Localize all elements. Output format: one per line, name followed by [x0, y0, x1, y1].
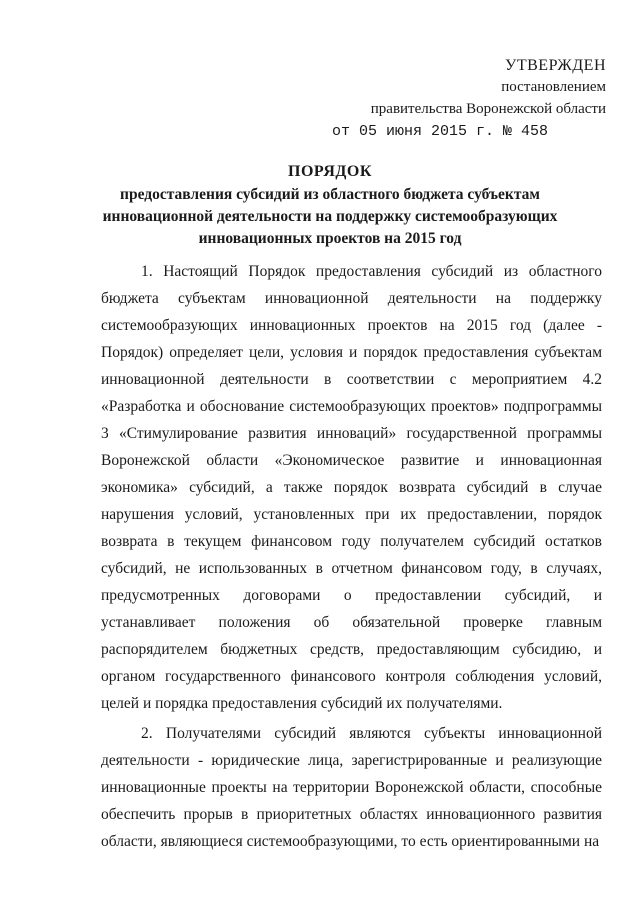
approval-title: УТВЕРЖДЕН: [505, 57, 606, 74]
approval-date: от 05 июня 2015 г. № 458: [331, 123, 548, 140]
paragraph-2: 2. Получателями субсидий являются субъекты инновационной деятельности - юридические лица, зарегистрированные и реализующие инновационные проекты на территории Воронежской области, способные обеспечить прорыв в приоритетных областях инновационного развития области, являющиеся системообразующими, то есть ориентированными на: [101, 725, 602, 850]
approval-line-2: правительства Воронежской области: [370, 101, 606, 117]
document-subtitle-line-2: инновационной деятельности на поддержку системообразующих: [102, 208, 558, 225]
document-subtitle-line-3: инновационных проектов на 2015 год: [198, 230, 462, 247]
document-body: [101, 258, 602, 855]
approval-line-1: постановлением: [501, 79, 606, 95]
document-title: ПОРЯДОК: [288, 163, 372, 180]
document-subtitle-line-1: предоставления субсидий из областного бюджета субъектам: [120, 186, 540, 203]
document-heading: [60, 160, 600, 250]
paragraph-1: 1. Настоящий Порядок предоставления субсидий из областного бюджета субъектам инновационной деятельности на поддержку системообразующих инновационных проектов на 2015 год (далее - Порядок) определяет цели, условия и порядок предоставления субъектам инновационной деятельности в соответствии с мероприятием 4.2 «Разработка и обоснование системообразующих проектов» подпрограммы 3 «Стимулирование развития инноваций» государственной программы Воронежской области «Экономическое развитие и инновационная экономика» субсидий, а также порядок возврата субсидий в случае нарушения условий, установленных при их предоставлении, порядок возврата в текущем финансовом году получателем субсидий остатков субсидий, не использованных в отчетном финансовом году, в случаях, предусмотренных договорами о предоставлении субсидий, и устанавливает положения об обязательной проверке главным распорядителем бюджетных средств, предоставляющим субсидию, и органом государственного финансового контроля соблюдения условий, целей и порядка предоставления субсидий их получателями.: [101, 263, 602, 712]
approval-stamp: [332, 56, 606, 143]
